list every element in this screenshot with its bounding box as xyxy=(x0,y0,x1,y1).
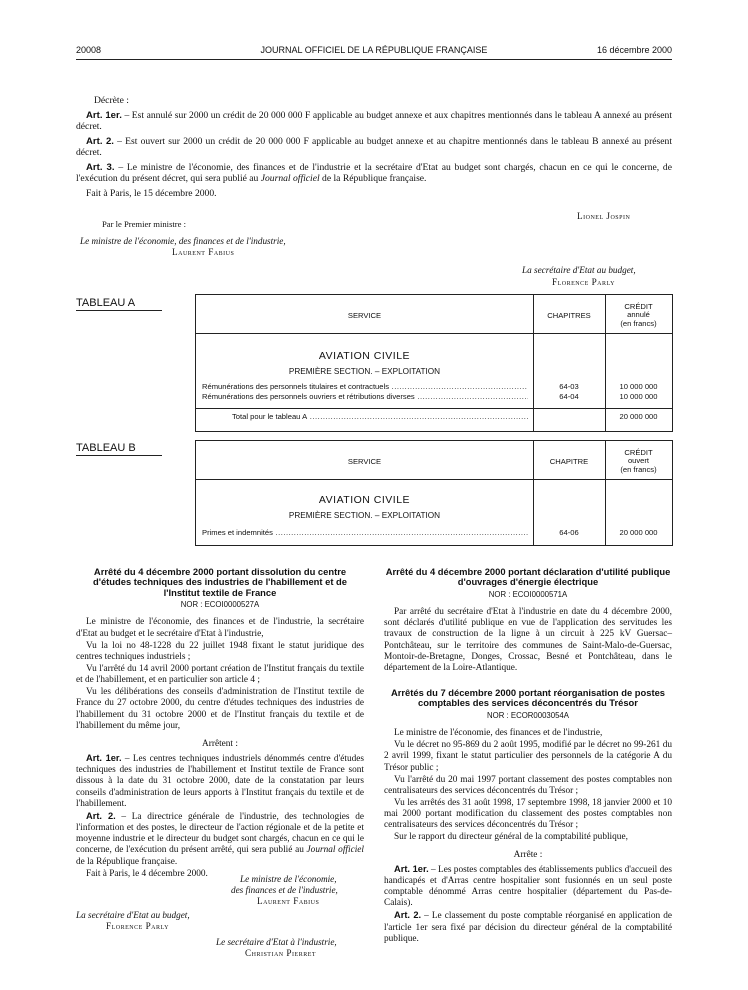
secretary-title: La secrétaire d'Etat au budget, xyxy=(522,265,636,275)
decree-art2: Art. 2. – Est ouvert sur 2000 un crédit de 20 000 000 F applicable au budget annexe et au chapitre mentionnés dans le tableau B annexé au présent décret. xyxy=(76,135,672,158)
section-sub: PREMIÈRE SECTION. – EXPLOITATION xyxy=(288,511,441,520)
nor-code: NOR : ECOI0000571A xyxy=(488,589,568,599)
minister-name: Laurent Fabius xyxy=(172,247,235,257)
journal-title: JOURNAL OFFICIEL DE LA RÉPUBLIQUE FRANÇAISE xyxy=(260,45,488,55)
total-label: Total pour le tableau A ..... xyxy=(232,412,528,421)
table-row-label: Primes et indemnités ..... xyxy=(202,528,528,537)
decrete: Décrète : xyxy=(94,95,129,106)
sig1-title: Le ministre de l'économie, xyxy=(240,874,337,884)
section-sub: PREMIÈRE SECTION. – EXPLOITATION xyxy=(288,367,441,376)
col-chapitre: CHAPITRE xyxy=(549,457,589,466)
nor-code: NOR : ECOR0003054A xyxy=(487,710,569,720)
left-fait: Fait à Paris, le 4 décembre 2000. xyxy=(86,868,208,879)
left-art1: Art. 1er. – Les centres techniques industriels dénommés centre d'études techniques des industries de l'habillement et Institut textile de France sont dissous à la date du 31 octobre 2000, date de la constatation par leurs conseils d'administration de leurs apports à l'Institut français du textile et de l'habillement. xyxy=(76,753,364,809)
tableau-b-label: TABLEAU B xyxy=(76,442,162,456)
sig3-title: Le secrétaire d'Etat à l'industrie, xyxy=(216,937,337,947)
col-service: SERVICE xyxy=(347,311,382,320)
article-title: Arrêtés du 7 décembre 2000 portant réorganisation de postes comptables des services déconcentrés du Trésor xyxy=(390,687,666,709)
right-art1: Art. 1er. – Les postes comptables des établissements publics d'accueil des handicapés et d'Arras centre hospitalier sont fusionnés en un seul poste comptable dénommé Arras centre hospitalier (département du Pas-de-Calais). xyxy=(384,863,672,909)
page-number: 20008 xyxy=(76,45,102,55)
sig1-name: Laurent Fabius xyxy=(257,896,320,906)
table-row-chap: 64-04 xyxy=(559,392,579,401)
arrete: Arrête : xyxy=(513,849,543,860)
decree-body xyxy=(76,95,672,202)
page-header xyxy=(76,45,672,60)
table-row-chap: 64-03 xyxy=(559,382,579,391)
left-article: Arrêté du 4 décembre 2000 portant dissolution du centre d'études techniques des industries de l'habillement et de l'Institut textile de France NOR : ECOI0000527A Le ministre de l'économie, des finances et de l'industrie, la secrétaire d'Etat au budget et le secrétaire d'Etat à l'industrie, Vu la loi no 48-1228 du 22 juillet 1948 fixant le statut juridique des centres techniques industriels ; Vu l'arrêté du 14 avril 2000 portant création de l'Institut français du textile et de l'habillement, et en particulier son article 4 ; Vu les délibérations des conseils d'administration de l'Institut textile de France du 27 octobre 2000, du centre d'études techniques des industries de l'habillement du 31 octobre 2000 et de l'Institut français du textile et de l'habillement du même jour, Arrêtent : Art. 1er. – Les centres techniques industriels dénommés centre d'études techniques des industries de l'habillement et Institut textile de France sont dissous à la date du 31 octobre 2000, date de la constatation par leurs conseils d'administration de leurs apports à l'Institut français du textile et de l'habillement. Art. 2. – La directrice générale de l'industrie, des technologies de l'information et des postes, le directeur de l'action régionale et de la petite et moyenne industrie et le directeur du budget sont chargés, chacun en ce qui le concerne, de l'exécution du présent arrêté, qui sera publié au Journal officiel de la République française. Fait à Paris, le 4 décembre 2000. xyxy=(76,566,364,879)
table-row-label: Rémunérations des personnels titulaires et contractuels ..... xyxy=(202,382,528,391)
decree-art3: Art. 3. – Le ministre de l'économie, des finances et de l'industrie et la secrétaire d'Etat au budget sont chargés, chacun en ce qui le concerne, de l'exécution du présent décret, qui sera publié au Journal officiel de la République française. xyxy=(76,161,672,184)
signer-name: Lionel Jospin xyxy=(577,211,631,221)
col-service: SERVICE xyxy=(347,457,382,466)
sig2-name: Florence Parly xyxy=(106,921,169,931)
col-credit: CRÉDIT ouvert (en francs) xyxy=(620,448,657,474)
col-chapitres: CHAPITRES xyxy=(547,311,591,320)
decree-fait: Fait à Paris, le 15 décembre 2000. xyxy=(86,187,217,199)
par-premier-ministre: Par le Premier ministre : xyxy=(102,219,187,229)
decree-art1: Art. 1er. – Est annulé sur 2000 un crédit de 20 000 000 F applicable au budget annexe et aux chapitres mentionnés dans le tableau A annexé au présent décret. xyxy=(76,109,672,132)
table-row-amount: 10 000 000 xyxy=(619,392,658,401)
right-article-1: Arrêté du 4 décembre 2000 portant déclaration d'utilité publique d'ouvrages d'énergie électrique NOR : ECOI0000571A Par arrêté du secrétaire d'Etat à l'industrie en date du 4 décembre 2000, sont déclarés d'utilité publique en vue de l'application des servitudes les travaux de construction de la ligne à un circuit à 225 kV Guersac–Pontchâteau, sur le territoire des communes de Saint-Malo-de-Guersac, Montoir-de-Bretagne, Donges, Crossac, Besné et Pontchâteau, dans le département de la Loire-Atlantique. xyxy=(384,566,672,673)
right-article-2: Arrêtés du 7 décembre 2000 portant réorganisation de postes comptables des services déconcentrés du Trésor NOR : ECOR0003054A Le ministre de l'économie, des finances et de l'industrie, Vu le décret no 95-869 du 2 août 1995, modifié par le décret no 99-261 du 2 avril 1999, fixant le statut particulier des personnels de la catégorie A du Trésor public ; Vu l'arrêté du 20 mai 1997 portant classement des postes comptables non centralisateurs des services déconcentrés du Trésor ; Vu les arrêtés des 31 août 1998, 17 septembre 1998, 18 janvier 2000 et 10 mai 2000 portant modification du classement des postes comptables non centralisateurs des services déconcentrés du Trésor ; Sur le rapport du directeur général de la comptabilité publique, Arrête : Art. 1er. – Les postes comptables des établissements publics d'accueil des handicapés et d'Arras centre hospitalier sont fusionnés en un seul poste comptable dénommé Arras centre hospitalier (département du Pas-de-Calais). Art. 2. – Le classement du poste comptable réorganisé en application de l'article 1er sera fixé par décision du directeur général de la comptabilité publique. xyxy=(384,687,672,944)
sig2-title: La secrétaire d'Etat au budget, xyxy=(76,910,190,920)
tableau-b xyxy=(195,440,673,546)
secretary-name: Florence Parly xyxy=(552,277,615,287)
minister-title: Le ministre de l'économie, des finances et de l'industrie, xyxy=(80,236,286,246)
col-credit: CRÉDIT annulé (en francs) xyxy=(620,302,657,328)
table-row-chap: 64-06 xyxy=(559,528,579,537)
table-row-label: Rémunérations des personnels ouvriers et rétributions diverses ..... xyxy=(202,392,528,401)
tableau-a xyxy=(195,294,673,432)
table-row-amount: 10 000 000 xyxy=(619,382,658,391)
total-amount: 20 000 000 xyxy=(619,412,658,421)
table-row-amount: 20 000 000 xyxy=(619,528,658,537)
article-title: Arrêté du 4 décembre 2000 portant dissolution du centre d'études techniques des industries de l'habillement et de l'Institut textile de France xyxy=(93,566,347,598)
arretent: Arrêtent : xyxy=(202,738,238,749)
sig3-name: Christian Pierret xyxy=(245,948,317,958)
section-title: AVIATION CIVILE xyxy=(318,350,411,362)
sig1-title-b: des finances et de l'industrie, xyxy=(231,885,338,895)
tableau-a-label: TABLEAU A xyxy=(76,297,162,311)
nor-code: NOR : ECOI0000527A xyxy=(180,600,260,610)
right-art2: Art. 2. – Le classement du poste comptable réorganisé en application de l'article 1er sera fixé par décision du directeur général de la comptabilité publique. xyxy=(384,910,672,944)
article-title: Arrêté du 4 décembre 2000 portant déclaration d'utilité publique d'ouvrages d'énergie électrique xyxy=(385,566,671,588)
left-art2: Art. 2. – La directrice générale de l'industrie, des technologies de l'information et des postes, le directeur de l'action régionale et de la petite et moyenne industrie et le directeur du budget sont chargés, chacun en ce qui le concerne, de l'exécution du présent arrêté, qui sera publié au Journal officiel de la République française. xyxy=(76,810,364,867)
issue-date: 16 décembre 2000 xyxy=(596,45,672,55)
section-title: AVIATION CIVILE xyxy=(318,494,411,506)
